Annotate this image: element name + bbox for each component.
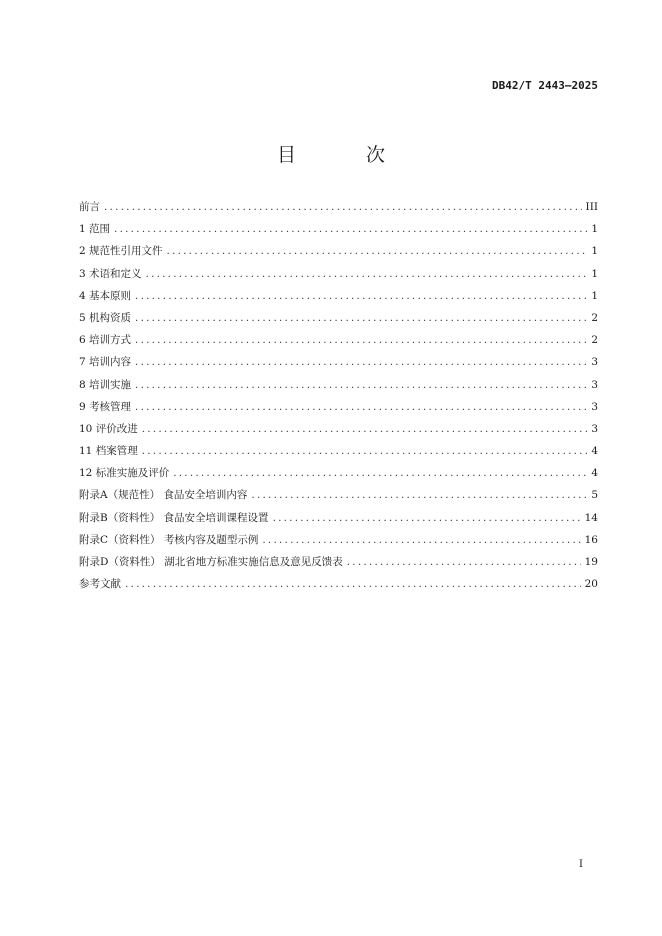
toc-entry-label: 5 机构资质 [79,311,132,324]
toc-entry-page: 2 [591,334,598,347]
dot-leader [167,245,588,257]
toc-entry-label: 3 术语和定义 [79,267,142,280]
toc-entry-label: 9 考核管理 [79,400,132,413]
toc-entry-page: 20 [584,578,598,591]
toc-entry-evaluation[interactable] [79,421,598,443]
toc-entry-page: 3 [591,422,598,435]
dot-leader [173,467,587,479]
toc-entry-page: 4 [591,467,598,480]
toc-entry-appendix-b[interactable] [79,510,598,532]
toc-entry-page: 1 [591,245,598,258]
dot-leader [135,312,587,324]
toc-entry-label: 参考文献 [79,578,121,591]
dot-leader [135,334,587,346]
dot-leader [125,578,581,590]
toc-entry-label: 6 培训方式 [79,334,132,347]
toc-entry-terms-definitions[interactable] [79,266,598,288]
toc-entry-label: 12 标准实施及评价 [79,467,170,480]
toc-entry-basic-principles[interactable] [79,288,598,310]
toc-entry-appendix-c[interactable] [79,532,598,554]
dot-leader [135,401,587,413]
toc-entry-page: 4 [591,445,598,458]
toc-entry-label: 附录A（规范性） 食品安全培训内容 [79,489,248,502]
dot-leader [142,445,588,457]
toc-entry-label: 附录D（资料性） 湖北省地方标准实施信息及意见反馈表 [79,556,343,568]
toc-entry-label: 4 基本原则 [79,289,132,302]
dot-leader [135,356,587,368]
toc-entry-page: 3 [591,356,598,369]
toc-entry-page: 1 [591,223,598,236]
toc-entry-records[interactable] [79,443,598,465]
toc-entry-label: 10 评价改进 [79,422,138,435]
toc-entry-label: 8 培训实施 [79,378,132,391]
dot-leader [135,379,587,391]
toc-entry-assessment[interactable] [79,399,598,421]
document-code: DB42/T 2443—2025 [492,79,598,92]
toc-entry-label: 附录C（资料性） 考核内容及题型示例 [79,533,259,546]
toc-entry-training-methods[interactable] [79,332,598,354]
dot-leader [114,223,587,235]
toc-entry-training-content[interactable] [79,354,598,376]
dot-leader [104,201,582,213]
dot-leader [251,489,587,501]
toc-entry-page: 16 [584,533,598,546]
toc-entry-label: 11 档案管理 [79,445,138,458]
toc-entry-label: 附录B（资料性） 食品安全培训课程设置 [79,511,269,524]
toc-entry-training-implementation[interactable] [79,377,598,399]
toc-entry-standard-implementation[interactable] [79,465,598,487]
toc-title: 目 次 [276,144,418,166]
toc-entry-page: 5 [591,489,598,502]
toc-entry-normative-references[interactable] [79,243,598,265]
dot-leader [142,423,588,435]
table-of-contents [79,199,598,598]
toc-entry-page: 14 [584,511,598,524]
dot-leader [262,534,580,546]
toc-entry-appendix-a[interactable] [79,487,598,509]
page-number: I [579,859,583,870]
dot-leader [135,290,587,302]
toc-entry-page: 1 [591,289,598,302]
toc-entry-page: 2 [591,311,598,324]
toc-entry-label: 2 规范性引用文件 [79,245,163,258]
toc-entry-page: 19 [584,556,598,568]
toc-entry-label: 7 培训内容 [79,356,132,369]
toc-entry-bibliography[interactable] [79,576,598,598]
toc-entry-label: 1 范围 [79,223,111,236]
toc-entry-page: 1 [591,267,598,280]
toc-entry-qualifications[interactable] [79,310,598,332]
dot-leader [347,556,581,568]
toc-entry-page: 3 [591,378,598,391]
toc-entry-page: III [585,201,598,213]
toc-entry-page: 3 [591,400,598,413]
toc-entry-scope[interactable] [79,221,598,243]
toc-entry-appendix-d[interactable] [79,554,598,576]
dot-leader [146,268,588,280]
dot-leader [273,512,581,524]
toc-entry-label: 前言 [79,201,100,213]
toc-entry-preface[interactable] [79,199,598,221]
